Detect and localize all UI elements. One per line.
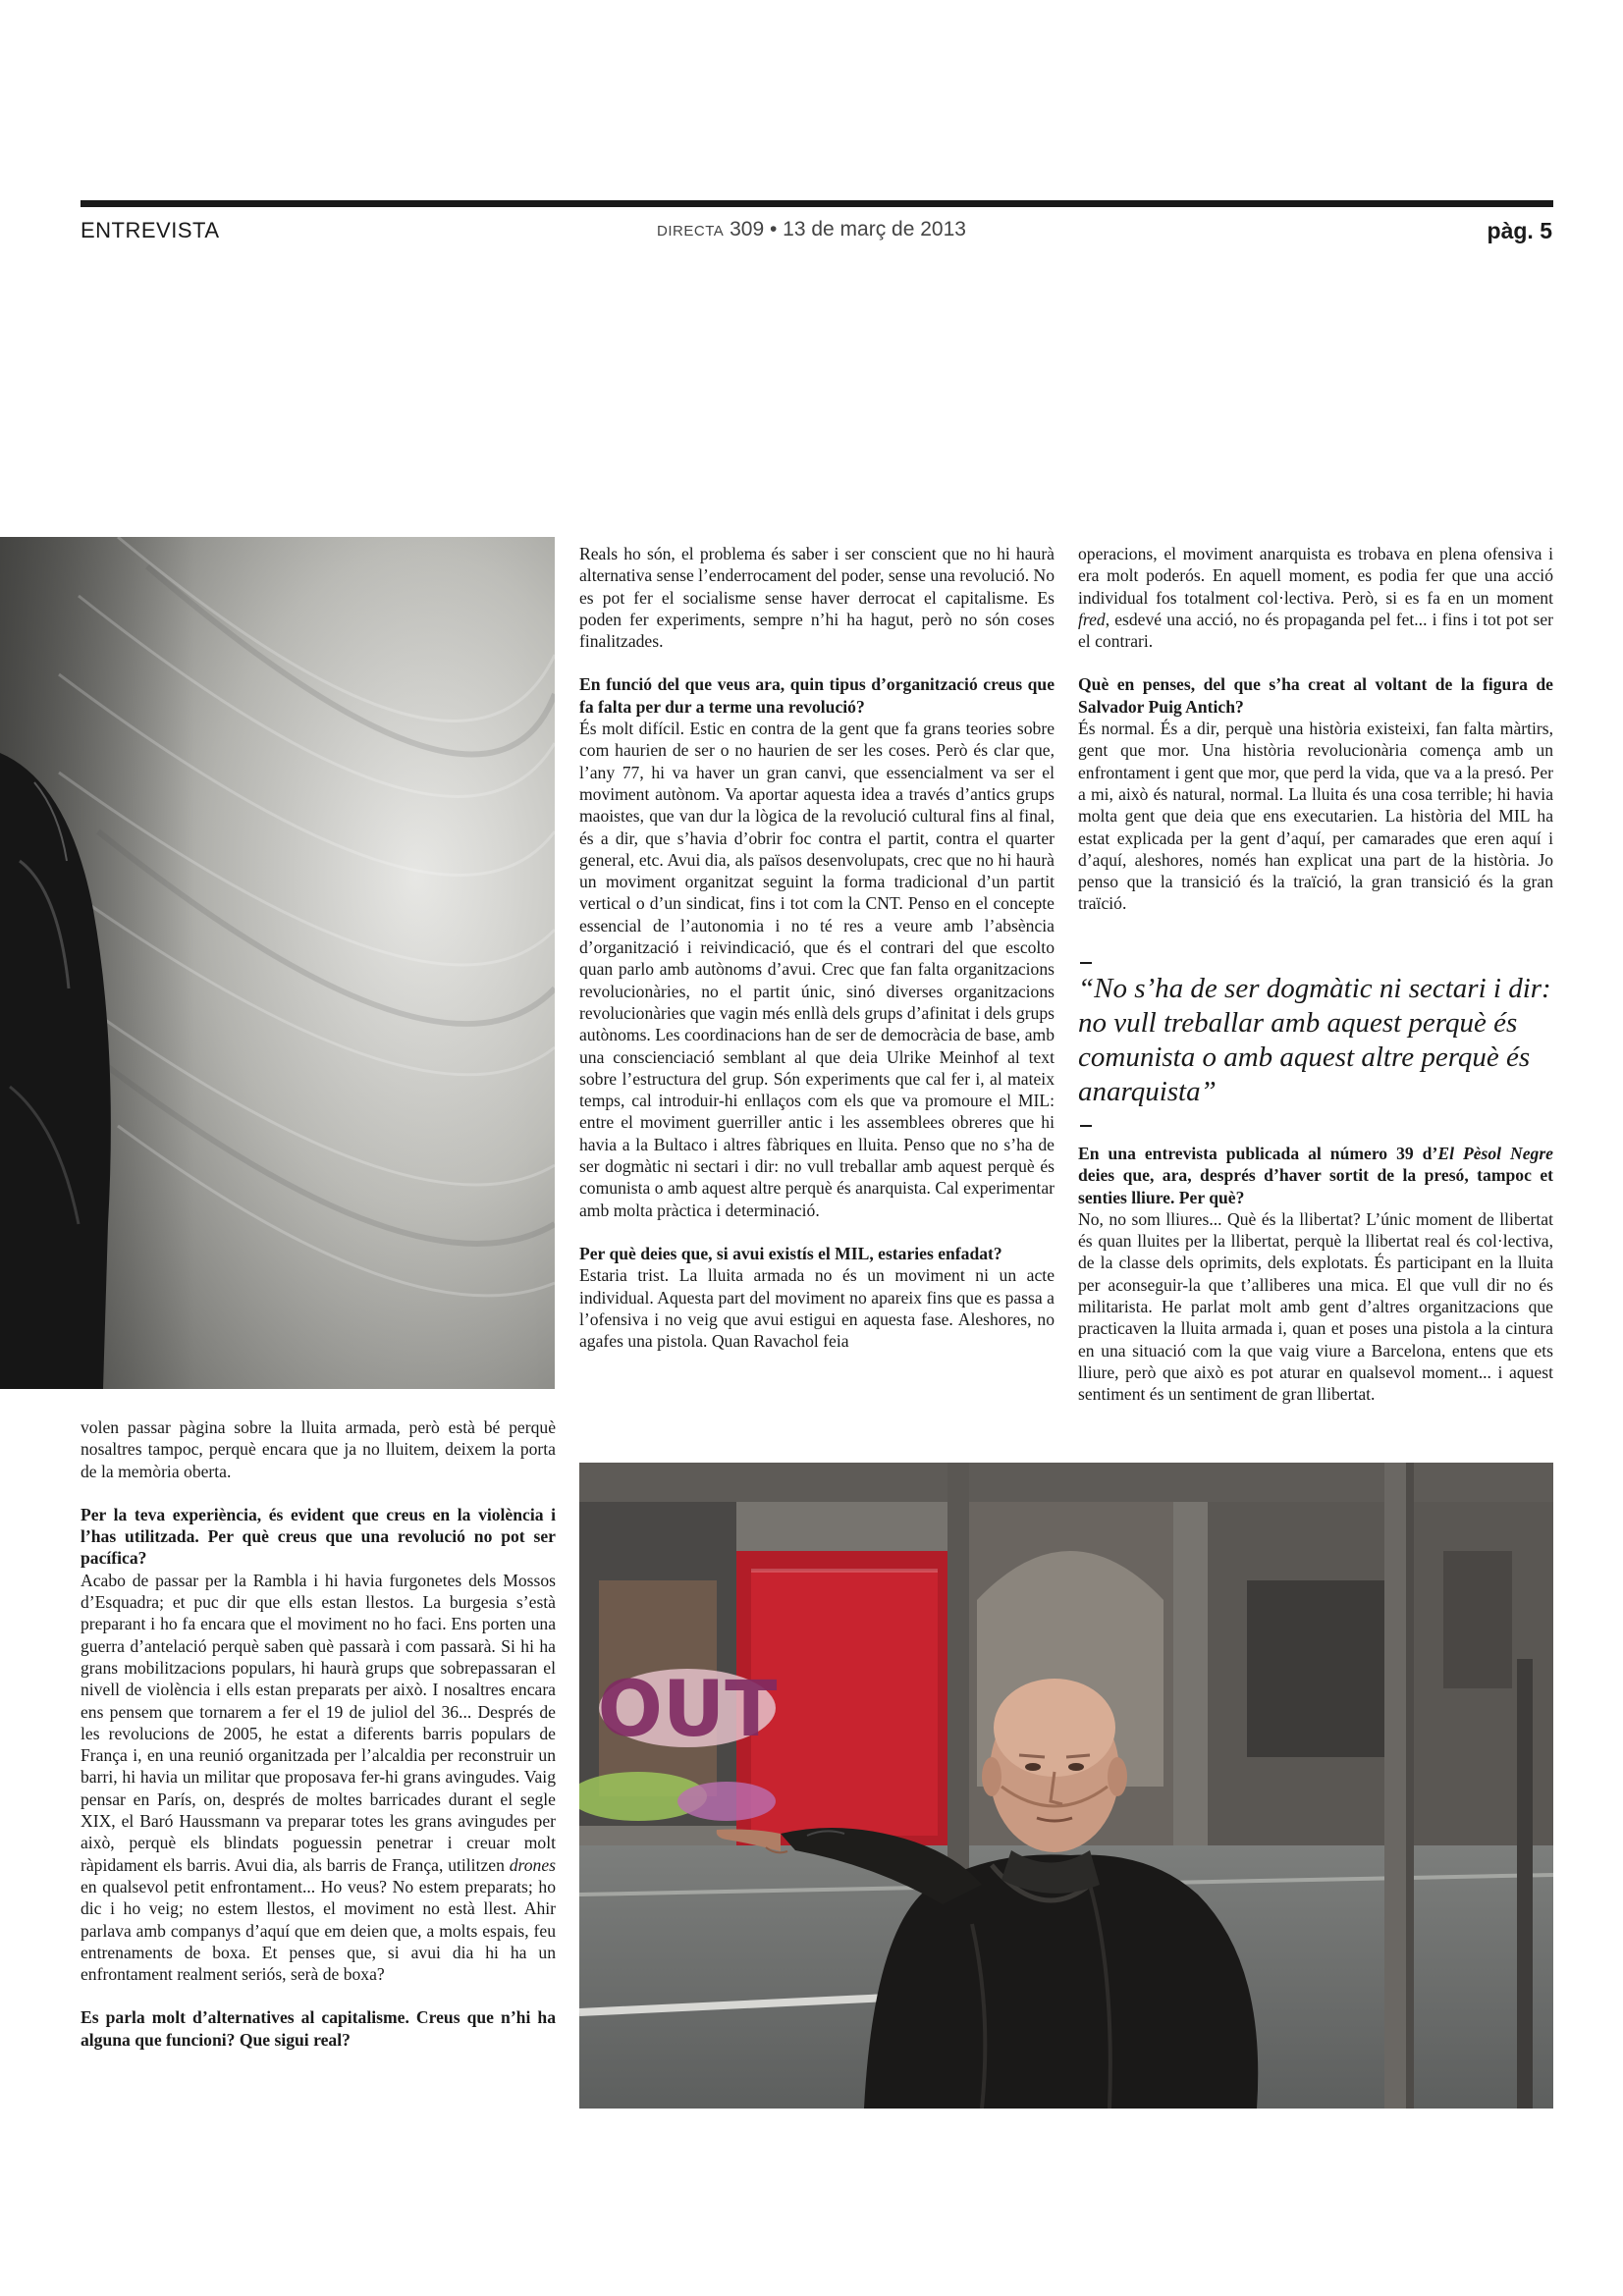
column3-intro <box>1078 543 1553 652</box>
question-freedom-text-2: deies que, ara, després d’haver sortit de la presó, tampoc et senties lliure. Per què? <box>1078 1165 1553 1207</box>
photo-portrait-left <box>0 537 555 1389</box>
drones-word: drones <box>509 1854 556 1875</box>
answer-violence-text-3: en qualsevol petit enfrontament... Ho veus? No estem preparats; ho dic i ho veig; no estem llestos, el moviment no està llest. Ahir parlava amb companys d’aquí que em deien que, a molts espais, feu entrenaments de boxa. Et penses que, si avui dia hi ha un enfrontament realment seriós, serà de boxa? <box>81 1876 556 1985</box>
top-rule <box>81 200 1553 207</box>
graffiti-text: OUT <box>597 1666 778 1754</box>
photo-street-pointing <box>579 1463 1553 2109</box>
pullquote-dash-top <box>1080 962 1092 964</box>
question-violence: Per la teva experiència, és evident que creus en la violència i l’has utilitzada. Per què creus que una revolució no pot ser pacífica? <box>81 1504 556 1569</box>
answer-organization: És molt difícil. Estic en contra de la gent que fa grans teories sobre com haurien de ser o no haurien de ser les coses. Però és clar que, l’any 77, hi va haver un gran canvi, que essencialment va ser el moviment autònom. Va aportar aquesta idea a través d’antics grups maoistes, que van dur la lògica de la revolució cultural fins al final, és a dir, que s’havia d’obrir foc contra el partit, contra el quarter general, etc. Avui dia, als països desenvolupats, crec que no hi haurà un moviment organitzat seguint la forma tradicional d’un partit vertical o d’un sindicat, fins i tot com la CNT. Penso en el concepte essencial de l’autonomia i no té res a veure amb l’absència d’organització i reivindicació, que és el contrari del que escolto quan parlo amb autònoms d’avui. Crec que fan falta organitzacions revolucionàries, no el partit únic, sinó diverses organitzacions revolucionàries que vagin més enllà dels grups d’afinitat i dels grups autònoms. Les coordinacions han de ser de democràcia de base, amb una conscienciació semblant al que deia Ulrike Meinhof al text sobre l’estructura del grup. Són experiments que cal fer i, al mateix temps, cal introduir-hi enllaços com els que va promoure el MIL: entre el moviment guerriller antic i les assemblees obreres que hi havia a la Bultaco i altres fàbriques en lluita. Penso que no s’ha de ser dogmàtic ni sectari i dir: no vull treballar amb aquest perquè és comunista o amb aquest altre perquè és anarquista. Cal experimentar amb molta pràctica i determinació. <box>579 719 1055 1220</box>
question-alternatives: Es parla molt d’alternatives al capitalisme. Creus que n’hi ha alguna que funcioni? Que sigui real? <box>81 2007 556 2050</box>
question-organization: En funció del que veus ara, quin tipus d’organització creus que fa falta per dur a terme una revolució? <box>579 674 1055 717</box>
section-label: ENTREVISTA <box>81 218 220 242</box>
pullquote-dash-bottom <box>1080 1125 1092 1127</box>
answer-violence <box>81 1570 556 1986</box>
column2-intro: Reals ho són, el problema és saber i ser conscient que no hi haurà alternativa sense l’enderrocament del poder, sense una revolució. No es pot fer el socialisme sense haver derrocat el capitalisme. Es poden fer experiments, sempre n’hi ha hagut, però no són coses finalitzades. <box>579 544 1055 652</box>
answer-violence-text-2: , el Baró Haussmann va preparar totes les grans avingudes per això, perquè els blindats poguessin penetrar i creuar molt ràpidament els barris. Avui dia, als barris de França, utilitzen <box>81 1811 556 1875</box>
page-number: pàg. 5 <box>1487 218 1552 243</box>
column1-intro: volen passar pàgina sobre la lluita armada, però està bé perquè nosaltres tampoc, perquè encara que ja no lluitem, deixem la porta de la memòria oberta. <box>81 1417 556 1481</box>
answer-puig-antich: És normal. És a dir, perquè una història existeixi, fan falta màrtirs, gent que mor. Una història revolucionària comença amb un enfrontament i gent que mor, que perd la vida, que va a la presó. Per a mi, això és natural, normal. La lluita és una cosa terrible; hi havia molta gent que deia que ens executarien. La història del MIL ha estat explicada per la gent d’aquí, per camarades que eren aquí i d’aquí, aleshores, només han explicat una part de la història. Jo penso que la transició és la traïció, la gran transició és la gran traïció. <box>1078 719 1553 914</box>
answer-mil: Estaria trist. La lluita armada no és un moviment ni un acte individual. Aquesta part del moviment no apareix fins que es passa a l’ofensiva i no veig que avui estigui en aquesta fase. Aleshores, no agafes una pistola. Quan Ravachol feia <box>579 1265 1055 1352</box>
column3-intro-text-2: , esdevé una acció, no és propaganda pel fet... i fins i tot pot ser el contrari. <box>1078 609 1553 652</box>
magazine-title: El Pèsol Negre <box>1437 1144 1553 1163</box>
century-numeral: XIX <box>81 1811 112 1832</box>
text-column-1 <box>81 1416 556 2051</box>
question-puig-antich: Què en penses, del que s’ha creat al voltant de la figura de Salvador Puig Antich? <box>1078 674 1553 717</box>
photo-portrait-left-image <box>0 537 555 1389</box>
text-column-3 <box>1078 543 1553 915</box>
fred-word: fred <box>1078 609 1106 629</box>
issue-date: 309 • 13 de març de 2013 <box>730 218 966 240</box>
publication-name: DIRECTA <box>657 223 725 240</box>
question-freedom <box>1078 1143 1553 1208</box>
text-column-2 <box>579 543 1055 1352</box>
column3-intro-text-1: operacions, el moviment anarquista es trobava en plena ofensiva i era molt poderós. En aquell moment, es podia fer que una acció individual fos totalment col·lectiva. Però, si es fa en un moment <box>1078 544 1553 608</box>
pullquote: “No s’ha de ser dogmàtic ni sectari i dir: no vull treballar amb aquest perquè és comunista o amb aquest altre perquè és anarquista” <box>1078 973 1551 1107</box>
answer-violence-text-1: Acabo de passar per la Rambla i hi havia furgonetes dels Mossos d’Esquadra; et puc dir que ells estan llestos. La burgesia s’està preparant i ho fa encara que el moviment no ho faci. Ens porten una guerra d’antelació perquè saben què passarà i com passarà. Si hi ha grans mobilitzacions populars, hi haurà grups que sobrepassaran el nivell de violència i ells estan preparats per això. I nosaltres encara ens pensem que tornarem a fer el 19 de juliol del 36... Després de les revolucions de 2005, he estat a diferents barris populars de França i, en una reunió organitzada per l’alcaldia per reconstruir un barri, hi havia un militar que proposava fer-hi grans avingudes. Vaig pensar en París, on, després de moltes barricades durant el segle <box>81 1570 556 1809</box>
answer-freedom: No, no som lliures... Què és la llibertat? L’únic moment de llibertat és quan lluites per la llibertat, perquè la llibertat real és col·lectiva, de la classe dels oprimits, dels explotats. És participant en la lluita per aconseguir-la que t’alliberes una mica. El que vull dir no és militarista. He parlat molt amb gent d’altres organitzacions que practicaven la lluita armada i, quan et poses una pistola a la cintura en una situació com la que vaig viure a Barcelona, entens que ets lliure, però que això es pot aturar en qualsevol moment... i aquest sentiment és un sentiment de gran llibertat. <box>1078 1208 1553 1405</box>
question-mil: Per què deies que, si avui existís el MIL, estaries enfadat? <box>579 1243 1002 1263</box>
text-column-3-bottom <box>1078 1143 1553 1406</box>
issue-info <box>0 218 1623 241</box>
photo-street-pointing-image <box>579 1463 1553 2109</box>
question-freedom-text-1: En una entrevista publicada al número 39 d’ <box>1078 1144 1438 1163</box>
